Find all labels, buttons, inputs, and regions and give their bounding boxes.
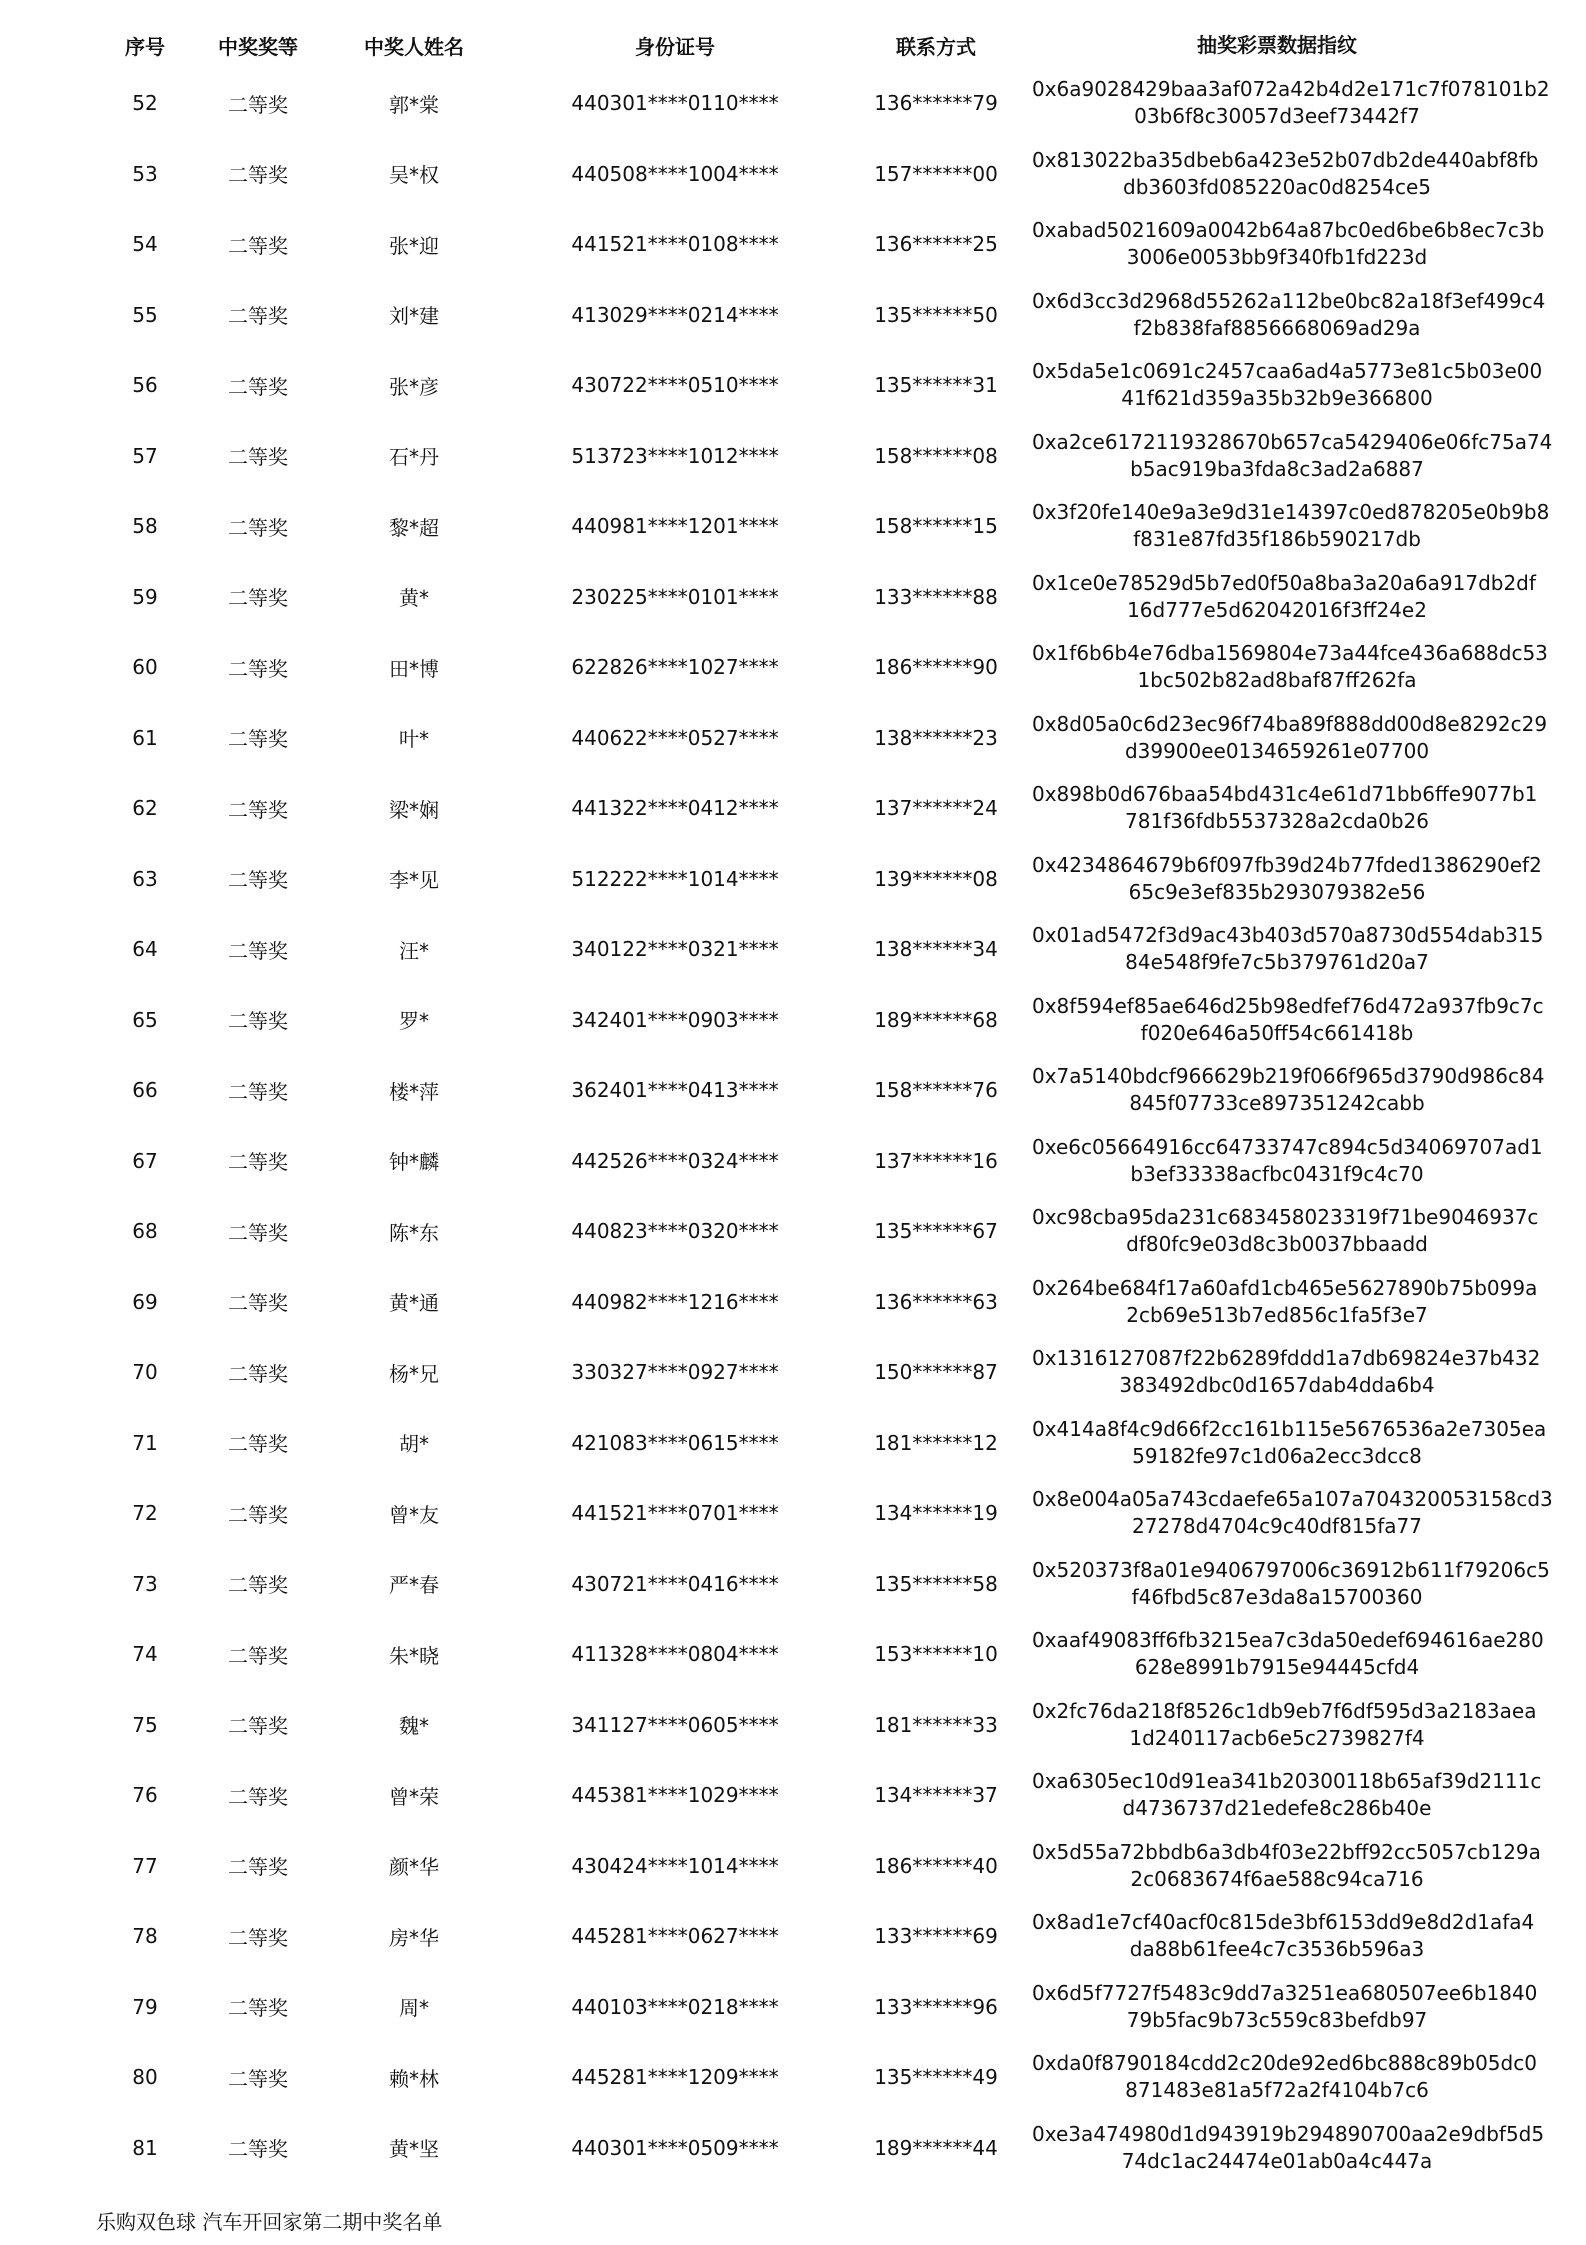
- row-id: 362401****0413****: [571, 1078, 779, 1103]
- row-prize: 二等奖: [228, 92, 288, 117]
- row-prize: 二等奖: [228, 1361, 288, 1386]
- fingerprint-line: 0x1316127087f22b6289fddd1a7db69824e37b432: [1032, 1346, 1541, 1371]
- header-no: 序号: [125, 34, 165, 59]
- row-prize: 二等奖: [228, 233, 288, 258]
- fingerprint-line: 0xe3a474980d1d943919b294890700aa2e9dbf5d5: [1032, 2121, 1545, 2146]
- row-id: 440823****0320****: [571, 1219, 779, 1244]
- table-row: [92, 1337, 1541, 1408]
- row-phone: 157******00: [874, 161, 998, 186]
- row-phone: 158******15: [874, 514, 998, 539]
- row-id: 342401****0903****: [571, 1007, 779, 1032]
- row-no: 72: [132, 1501, 158, 1526]
- fingerprint-line: 0xaaf49083ff6fb3215ea7c3da50edef694616ae280: [1032, 1628, 1544, 1653]
- row-prize: 二等奖: [228, 2137, 288, 2162]
- row-prize: 二等奖: [228, 1996, 288, 2021]
- row-phone: 135******67: [874, 1219, 998, 1244]
- row-name: 郭*棠: [389, 92, 439, 117]
- fingerprint-line: b5ac919ba3fda8c3ad2a6887: [1130, 456, 1424, 481]
- table-row: [92, 2113, 1545, 2184]
- row-name: 黄*通: [389, 1291, 439, 1316]
- fingerprint-line: df80fc9e03d8c3b0037bbaadd: [1126, 1232, 1428, 1257]
- row-fingerprint: [1032, 2121, 1545, 2175]
- row-no: 64: [132, 937, 158, 962]
- row-no: 68: [132, 1219, 158, 1244]
- row-no: 71: [132, 1430, 158, 1455]
- row-phone: 189******68: [874, 1007, 998, 1032]
- row-no: 57: [132, 443, 158, 468]
- row-name: 石*丹: [389, 445, 439, 470]
- row-prize: 二等奖: [228, 1925, 288, 1950]
- fingerprint-line: 0x898b0d676baa54bd431c4e61d71bb6ffe9077b1: [1032, 782, 1538, 807]
- table-row: [92, 1196, 1539, 1267]
- fingerprint-line: 0x8d05a0c6d23ec96f74ba89f888dd00d8e8292c29: [1032, 711, 1548, 736]
- row-id: 440982****1216****: [571, 1289, 779, 1314]
- row-name: 田*博: [389, 656, 439, 681]
- row-fingerprint: [1032, 1416, 1547, 1470]
- row-id: 440301****0509****: [571, 2135, 779, 2160]
- row-fingerprint: [1032, 1980, 1538, 2034]
- row-prize: 二等奖: [228, 938, 288, 963]
- row-fingerprint: [1032, 1275, 1538, 1329]
- row-id: 411328****0804****: [571, 1642, 779, 1667]
- row-no: 54: [132, 232, 158, 257]
- row-id: 440103****0218****: [571, 1994, 779, 2019]
- row-id: 430721****0416****: [571, 1571, 779, 1596]
- row-name: 陈*东: [389, 1220, 439, 1245]
- row-id: 441322****0412****: [571, 796, 779, 821]
- row-phone: 181******12: [874, 1430, 998, 1455]
- fingerprint-line: 0x5d55a72bbdb6a3db4f03e22bff92cc5057cb129a: [1032, 1839, 1541, 1864]
- row-fingerprint: [1032, 76, 1550, 130]
- row-phone: 134******37: [874, 1783, 998, 1808]
- fingerprint-line: 0x4234864679b6f097fb39d24b77fded1386290ef2: [1032, 852, 1542, 877]
- fingerprint-line: 0x1ce0e78529d5b7ed0f50a8ba3a20a6a917db2df: [1032, 570, 1536, 595]
- table-row: [92, 139, 1539, 210]
- row-fingerprint: [1032, 1839, 1541, 1893]
- fingerprint-line: 0x6d3cc3d2968d55262a112be0bc82a18f3ef499c4: [1032, 288, 1546, 313]
- row-fingerprint: [1032, 1909, 1535, 1963]
- fingerprint-line: 0x2fc76da218f8526c1db9eb7f6df595d3a2183aea: [1032, 1698, 1537, 1723]
- fingerprint-line: 0xda0f8790184cdd2c20de92ed6bc888c89b05dc0: [1032, 2051, 1537, 2076]
- row-id: 512222****1014****: [571, 866, 779, 891]
- row-fingerprint: [1032, 1134, 1543, 1188]
- row-id: 413029****0214****: [571, 302, 779, 327]
- fingerprint-line: 79b5fac9b73c559c83befdb97: [1126, 2007, 1428, 2032]
- fingerprint-line: 0x3f20fe140e9a3e9d31e14397c0ed878205e0b9b8: [1032, 500, 1550, 525]
- row-phone: 134******19: [874, 1501, 998, 1526]
- row-name: 黄*: [399, 586, 429, 611]
- document-footer: 乐购双色球 汽车开回家第二期中奖名单: [96, 2210, 443, 2234]
- fingerprint-line: 628e8991b7915e94445cfd4: [1134, 1655, 1420, 1680]
- row-phone: 135******58: [874, 1571, 998, 1596]
- row-fingerprint: [1032, 429, 1553, 483]
- row-phone: 138******34: [874, 937, 998, 962]
- fingerprint-line: 0x01ad5472f3d9ac43b403d570a8730d554dab315: [1032, 923, 1544, 948]
- table-row: [92, 209, 1545, 280]
- row-no: 73: [132, 1571, 158, 1596]
- fingerprint-line: 0x813022ba35dbeb6a423e52b07db2de440abf8fb: [1032, 147, 1539, 172]
- header-prize: 中奖奖等: [218, 34, 298, 59]
- row-phone: 158******76: [874, 1078, 998, 1103]
- row-no: 59: [132, 584, 158, 609]
- row-name: 杨*兄: [389, 1361, 439, 1386]
- row-name: 赖*林: [389, 2066, 439, 2091]
- row-id: 445381****1029****: [571, 1783, 779, 1808]
- fingerprint-line: d4736737d21edefe8c286b40e: [1122, 1796, 1432, 1821]
- row-no: 56: [132, 373, 158, 398]
- row-no: 74: [132, 1642, 158, 1667]
- row-no: 80: [132, 2065, 158, 2090]
- row-name: 楼*萍: [389, 1079, 439, 1104]
- row-id: 330327****0927****: [571, 1360, 779, 1385]
- row-no: 70: [132, 1360, 158, 1385]
- row-phone: 135******31: [874, 373, 998, 398]
- row-no: 52: [132, 91, 158, 116]
- row-phone: 150******87: [874, 1360, 998, 1385]
- row-prize: 二等奖: [228, 1220, 288, 1245]
- row-fingerprint: [1032, 922, 1544, 976]
- row-prize: 二等奖: [228, 515, 288, 540]
- row-fingerprint: [1032, 499, 1550, 553]
- fingerprint-line: 0xabad5021609a0042b64a87bc0ed6be6b8ec7c3b: [1032, 218, 1545, 243]
- row-name: 胡*: [399, 1432, 429, 1457]
- row-id: 421083****0615****: [571, 1430, 779, 1455]
- row-name: 曾*友: [389, 1502, 439, 1527]
- row-prize: 二等奖: [228, 2066, 288, 2091]
- table-row: [92, 844, 1542, 915]
- row-name: 房*华: [389, 1925, 439, 1950]
- fingerprint-line: 383492dbc0d1657dab4dda6b4: [1119, 1373, 1435, 1398]
- fingerprint-line: 0x8ad1e7cf40acf0c815de3bf6153dd9e8d2d1afa4: [1032, 1910, 1535, 1935]
- table-row: [92, 280, 1546, 351]
- row-fingerprint: [1032, 1698, 1537, 1752]
- row-prize: 二等奖: [228, 163, 288, 188]
- row-no: 81: [132, 2135, 158, 2160]
- row-fingerprint: [1032, 2050, 1537, 2104]
- row-phone: 133******69: [874, 1924, 998, 1949]
- row-name: 朱*晓: [389, 1643, 439, 1668]
- row-fingerprint: [1032, 570, 1536, 624]
- row-id: 442526****0324****: [571, 1148, 779, 1173]
- fingerprint-line: b3ef33338acfbc0431f9c4c70: [1130, 1161, 1424, 1186]
- fingerprint-line: f46fbd5c87e3da8a15700360: [1131, 1584, 1423, 1609]
- fingerprint-line: 0xe6c05664916cc64733747c894c5d34069707ad1: [1032, 1134, 1543, 1159]
- row-fingerprint: [1032, 711, 1548, 765]
- row-id: 441521****0108****: [571, 232, 779, 257]
- fingerprint-line: 0x264be684f17a60afd1cb465e5627890b75b099a: [1032, 1275, 1538, 1300]
- fingerprint-line: 2c0683674f6ae588c94ca716: [1130, 1866, 1424, 1891]
- row-fingerprint: [1032, 217, 1545, 271]
- row-phone: 189******44: [874, 2135, 998, 2160]
- table-row: [92, 1760, 1542, 1831]
- fingerprint-line: 845f07733ce897351242cabb: [1129, 1091, 1425, 1116]
- row-name: 刘*建: [389, 304, 439, 329]
- row-phone: 135******50: [874, 302, 998, 327]
- row-no: 66: [132, 1078, 158, 1103]
- row-phone: 138******23: [874, 725, 998, 750]
- fingerprint-line: 1bc502b82ad8baf87ff262fa: [1137, 668, 1417, 693]
- table-row: [92, 985, 1544, 1056]
- row-name: 黄*坚: [389, 2137, 439, 2162]
- fingerprint-line: 3006e0053bb9f340fb1fd223d: [1126, 245, 1428, 270]
- row-no: 58: [132, 514, 158, 539]
- row-name: 张*彦: [389, 374, 439, 399]
- row-id: 513723****1012****: [571, 443, 779, 468]
- table-row: [92, 68, 1550, 139]
- row-name: 张*迎: [389, 233, 439, 258]
- row-prize: 二等奖: [228, 727, 288, 752]
- row-id: 340122****0321****: [571, 937, 779, 962]
- fingerprint-line: 1d240117acb6e5c2739827f4: [1129, 1725, 1425, 1750]
- fingerprint-line: 0xa6305ec10d91ea341b20300118b65af39d2111c: [1032, 1769, 1542, 1794]
- row-fingerprint: [1032, 1627, 1544, 1681]
- row-phone: 136******79: [874, 91, 998, 116]
- row-fingerprint: [1032, 1345, 1541, 1399]
- row-name: 魏*: [399, 1714, 429, 1739]
- fingerprint-line: 0x5da5e1c0691c2457caa6ad4a5773e81c5b03e00: [1032, 359, 1543, 384]
- row-prize: 二等奖: [228, 1784, 288, 1809]
- row-prize: 二等奖: [228, 656, 288, 681]
- fingerprint-line: 0xc98cba95da231c683458023319f71be9046937c: [1032, 1205, 1539, 1230]
- table-row: [92, 1619, 1544, 1690]
- fingerprint-line: 16d777e5d62042016f3ff24e2: [1127, 597, 1427, 622]
- row-id: 622826****1027****: [571, 655, 779, 680]
- fingerprint-line: 0x8f594ef85ae646d25b98edfef76d472a937fb9c7c: [1032, 993, 1544, 1018]
- row-prize: 二等奖: [228, 1714, 288, 1739]
- row-fingerprint: [1032, 147, 1539, 201]
- row-prize: 二等奖: [228, 1855, 288, 1880]
- row-id: 430722****0510****: [571, 373, 779, 398]
- fingerprint-line: 41f621d359a35b32b9e366800: [1121, 386, 1433, 411]
- table-row: [92, 703, 1548, 774]
- fingerprint-line: f831e87fd35f186b590217db: [1133, 527, 1421, 552]
- row-no: 53: [132, 161, 158, 186]
- row-id: 441521****0701****: [571, 1501, 779, 1526]
- fingerprint-line: 0x1f6b6b4e76dba1569804e73a44fce436a688dc53: [1032, 641, 1548, 666]
- row-phone: 158******08: [874, 443, 998, 468]
- row-phone: 153******10: [874, 1642, 998, 1667]
- row-fingerprint: [1032, 1768, 1542, 1822]
- row-name: 严*春: [389, 1573, 439, 1598]
- winners-table: [92, 22, 1553, 2183]
- table-row: [92, 1267, 1538, 1338]
- row-fingerprint: [1032, 852, 1542, 906]
- header-id: 身份证号: [635, 34, 715, 59]
- table-row: [92, 2042, 1537, 2113]
- fingerprint-line: 0x6d5f7727f5483c9dd7a3251ea680507ee6b1840: [1032, 1980, 1538, 2005]
- fingerprint-line: f2b838faf8856668069ad29a: [1133, 315, 1421, 340]
- row-prize: 二等奖: [228, 1643, 288, 1668]
- row-no: 78: [132, 1924, 158, 1949]
- row-phone: 139******08: [874, 866, 998, 891]
- row-no: 61: [132, 725, 158, 750]
- table-row: [92, 914, 1544, 985]
- row-name: 梁*娴: [389, 797, 439, 822]
- row-prize: 二等奖: [228, 304, 288, 329]
- row-phone: 186******40: [874, 1853, 998, 1878]
- row-id: 445281****0627****: [571, 1924, 779, 1949]
- row-phone: 186******90: [874, 655, 998, 680]
- row-prize: 二等奖: [228, 1079, 288, 1104]
- fingerprint-line: 0x6a9028429baa3af072a42b4d2e171c7f078101b2: [1032, 77, 1550, 102]
- row-prize: 二等奖: [228, 1573, 288, 1598]
- table-row: [92, 1901, 1535, 1972]
- row-phone: 137******16: [874, 1148, 998, 1173]
- row-phone: 133******96: [874, 1994, 998, 2019]
- row-no: 65: [132, 1007, 158, 1032]
- row-name: 曾*荣: [389, 1784, 439, 1809]
- fingerprint-line: 0x8e004a05a743cdaefe65a107a704320053158cd3: [1032, 1487, 1553, 1512]
- row-phone: 133******88: [874, 584, 998, 609]
- table-row: [92, 350, 1543, 421]
- row-prize: 二等奖: [228, 1432, 288, 1457]
- row-name: 吴*权: [389, 163, 439, 188]
- fingerprint-line: da88b61fee4c7c3536b596a3: [1129, 1937, 1425, 1962]
- row-id: 230225****0101****: [571, 584, 779, 609]
- fingerprint-line: 0x520373f8a01e9406797006c36912b611f79206c5: [1032, 1557, 1550, 1582]
- row-phone: 137******24: [874, 796, 998, 821]
- row-id: 440622****0527****: [571, 725, 779, 750]
- row-fingerprint: [1032, 1557, 1550, 1611]
- row-phone: 136******63: [874, 1289, 998, 1314]
- row-no: 77: [132, 1853, 158, 1878]
- row-prize: 二等奖: [228, 374, 288, 399]
- fingerprint-line: f020e646a50ff54c661418b: [1140, 1020, 1414, 1045]
- header-fingerprint: 抽奖彩票数据指纹: [1197, 32, 1357, 57]
- table-row: [92, 562, 1536, 633]
- table-row: [92, 491, 1550, 562]
- row-fingerprint: [1032, 640, 1548, 694]
- row-id: 440301****0110****: [571, 91, 779, 116]
- fingerprint-line: 781f36fdb5537328a2cda0b26: [1125, 809, 1429, 834]
- row-no: 67: [132, 1148, 158, 1173]
- table-row: [92, 1972, 1538, 2043]
- fingerprint-line: 84e548f9fe7c5b379761d20a7: [1125, 950, 1429, 975]
- table-row: [92, 1408, 1547, 1479]
- row-no: 75: [132, 1712, 158, 1737]
- row-name: 钟*麟: [389, 1150, 439, 1175]
- header-name: 中奖人姓名: [364, 34, 464, 59]
- row-id: 440981****1201****: [571, 514, 779, 539]
- row-prize: 二等奖: [228, 797, 288, 822]
- table-body: [92, 68, 1553, 2183]
- row-name: 罗*: [399, 1009, 429, 1034]
- row-fingerprint: [1032, 1204, 1539, 1258]
- fingerprint-line: d39900ee0134659261e07700: [1124, 738, 1430, 763]
- table-row: [92, 1126, 1543, 1197]
- row-prize: 二等奖: [228, 1150, 288, 1175]
- row-fingerprint: [1032, 1063, 1545, 1117]
- table-row: [92, 1831, 1541, 1902]
- table-row: [92, 1055, 1545, 1126]
- fingerprint-line: 59182fe97c1d06a2ecc3dcc8: [1132, 1443, 1422, 1468]
- fingerprint-line: 65c9e3ef835b293079382e56: [1128, 879, 1426, 904]
- fingerprint-line: 2cb69e513b7ed856c1fa5f3e7: [1126, 1302, 1428, 1327]
- table-row: [92, 1549, 1550, 1620]
- row-id: 341127****0605****: [571, 1712, 779, 1737]
- row-name: 周*: [399, 1996, 429, 2021]
- fingerprint-line: 0x7a5140bdcf966629b219f066f965d3790d986c84: [1032, 1064, 1545, 1089]
- fingerprint-line: 0xa2ce6172119328670b657ca5429406e06fc75a74: [1032, 429, 1553, 454]
- table-row: [92, 773, 1538, 844]
- row-prize: 二等奖: [228, 586, 288, 611]
- row-prize: 二等奖: [228, 1291, 288, 1316]
- table-row: [92, 421, 1553, 492]
- row-no: 76: [132, 1783, 158, 1808]
- row-no: 62: [132, 796, 158, 821]
- row-name: 黎*超: [389, 515, 439, 540]
- row-no: 63: [132, 866, 158, 891]
- row-phone: 181******33: [874, 1712, 998, 1737]
- row-name: 叶*: [399, 727, 429, 752]
- row-id: 440508****1004****: [571, 161, 779, 186]
- row-prize: 二等奖: [228, 1502, 288, 1527]
- table-row: [92, 1478, 1553, 1549]
- fingerprint-line: 74dc1ac24474e01ab0a4c447a: [1121, 2148, 1433, 2173]
- row-no: 60: [132, 655, 158, 680]
- row-fingerprint: [1032, 358, 1543, 412]
- row-id: 430424****1014****: [571, 1853, 779, 1878]
- row-name: 汪*: [399, 938, 429, 963]
- fingerprint-line: 0x414a8f4c9d66f2cc161b115e5676536a2e7305ea: [1032, 1416, 1547, 1441]
- row-fingerprint: [1032, 288, 1546, 342]
- row-fingerprint: [1032, 1486, 1553, 1540]
- row-fingerprint: [1032, 781, 1538, 835]
- header-phone: 联系方式: [896, 34, 976, 59]
- fingerprint-line: db3603fd085220ac0d8254ce5: [1123, 174, 1431, 199]
- row-name: 李*见: [389, 868, 439, 893]
- row-phone: 136******25: [874, 232, 998, 257]
- row-fingerprint: [1032, 993, 1544, 1047]
- fingerprint-line: 27278d4704c9c40df815fa77: [1131, 1514, 1423, 1539]
- row-id: 445281****1209****: [571, 2065, 779, 2090]
- fingerprint-line: 871483e81a5f72a2f4104b7c6: [1125, 2078, 1429, 2103]
- row-prize: 二等奖: [228, 445, 288, 470]
- row-name: 颜*华: [389, 1855, 439, 1880]
- row-no: 55: [132, 302, 158, 327]
- row-prize: 二等奖: [228, 1009, 288, 1034]
- row-no: 79: [132, 1994, 158, 2019]
- fingerprint-line: 03b6f8c30057d3eef73442f7: [1134, 104, 1420, 129]
- table-header: [92, 22, 1522, 68]
- row-no: 69: [132, 1289, 158, 1314]
- table-row: [92, 1690, 1537, 1761]
- row-phone: 135******49: [874, 2065, 998, 2090]
- table-row: [92, 632, 1548, 703]
- row-prize: 二等奖: [228, 868, 288, 893]
